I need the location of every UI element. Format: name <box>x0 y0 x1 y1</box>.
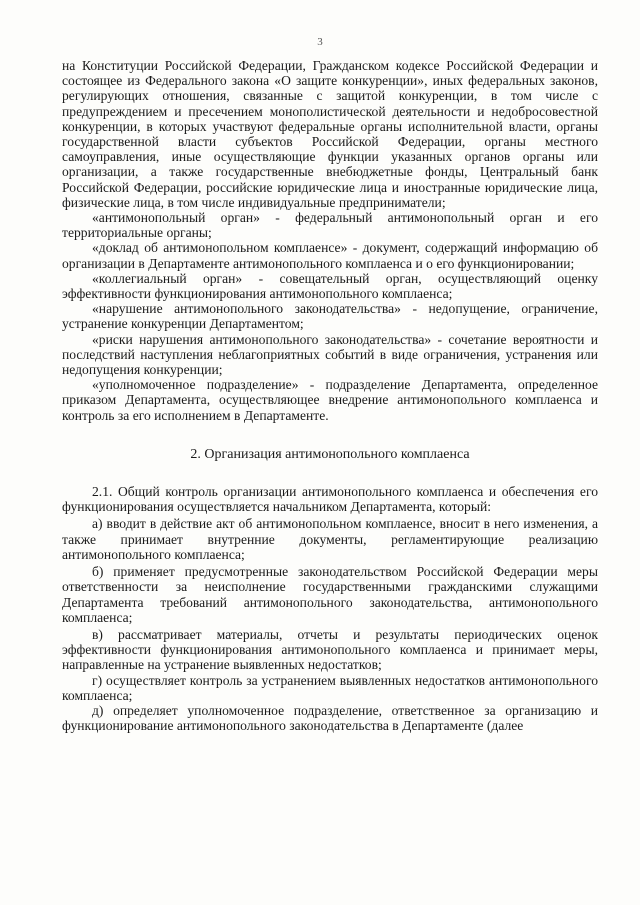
section-heading: 2. Организация антимонопольного комплаенса <box>190 446 470 462</box>
paragraph-item-a: а) вводит в действие акт об антимонопольном комплаенсе, вносит в него изменения, а также принимает внутренние документы, регламентирующие реализацию антимонопольного комплаенса; <box>62 516 598 562</box>
paragraph-definition-collegial-body: «коллегиальный орган» - совещательный орган, осуществляющий оценку эффективности функционирования антимонопольного комплаенса; <box>62 270 598 302</box>
paragraph-item-g: г) осуществляет контроль за устранением выявленных недостатков антимонопольного комплаенса; <box>62 672 598 703</box>
paragraph-definition-antimonopoly-body: «антимонопольный орган» - федеральный антимонопольный орган и его территориальные органы; <box>62 210 598 241</box>
paragraph-definition-risks: «риски нарушения антимонопольного законодательства» - сочетание вероятности и последствий наступления неблагоприятных событий в виде ограничения, устранения или недопущения конкуренции; <box>62 331 598 378</box>
paragraph-definition-violation: «нарушение антимонопольного законодательства» - недопущение, ограничение, устранение конкуренции Департаментом; <box>62 301 598 332</box>
paragraph-item-b: б) применяет предусмотренные законодательством Российской Федерации меры ответственности за неисполнение государственными гражданскими служащими Департамента требований антимонопольного законодательства, антимонопольного комплаенса; <box>62 564 598 625</box>
paragraph-definition-authorized-unit: «уполномоченное подразделение» - подразделение Департамента, определенное приказом Департамента, осуществляющее внедрение антимонопольного комплаенса и контроль за его исполнением в Департаменте. <box>62 377 598 423</box>
document-body <box>62 58 598 733</box>
paragraph-definition-report: «доклад об антимонопольном комплаенсе» - документ, содержащий информацию об организации в Департаменте антимонопольного комплаенса и о его функционировании; <box>62 240 598 271</box>
page-number: 3 <box>317 36 323 48</box>
paragraph-item-d: д) определяет уполномоченное подразделение, ответственное за организацию и функционирование антимонопольного законодательства в Департаменте (далее <box>62 702 598 734</box>
paragraph-2-1: 2.1. Общий контроль организации антимонопольного комплаенса и обеспечения его функционирования осуществляется начальником Департамента, который: <box>62 484 598 515</box>
paragraph-definitions-intro: на Конституции Российской Федерации, Гражданском кодексе Российской Федерации и состоящее из Федерального закона «О защите конкуренции», иных федеральных законов, регулирующих отношения, связанные с защитой конкуренции, в том числе с предупреждением и пресечением монополистической деятельности и недобросовестной конкуренции, в которых участвуют федеральные органы исполнительной власти, органы государственной власти субъектов Российской Федерации, органы местного самоуправления, иные осуществляющие функции указанных органов органы или организации, а также государственные внебюджетные фонды, Центральный банк Российской Федерации, российские юридические лица и иностранные юридические лица, физические лица, в том числе индивидуальные предприниматели; <box>62 58 598 210</box>
paragraph-item-v: в) рассматривает материалы, отчеты и результаты периодических оценок эффективности функционирования антимонопольного комплаенса и принимает меры, направленные на устранение выявленных недостатков; <box>62 626 598 673</box>
